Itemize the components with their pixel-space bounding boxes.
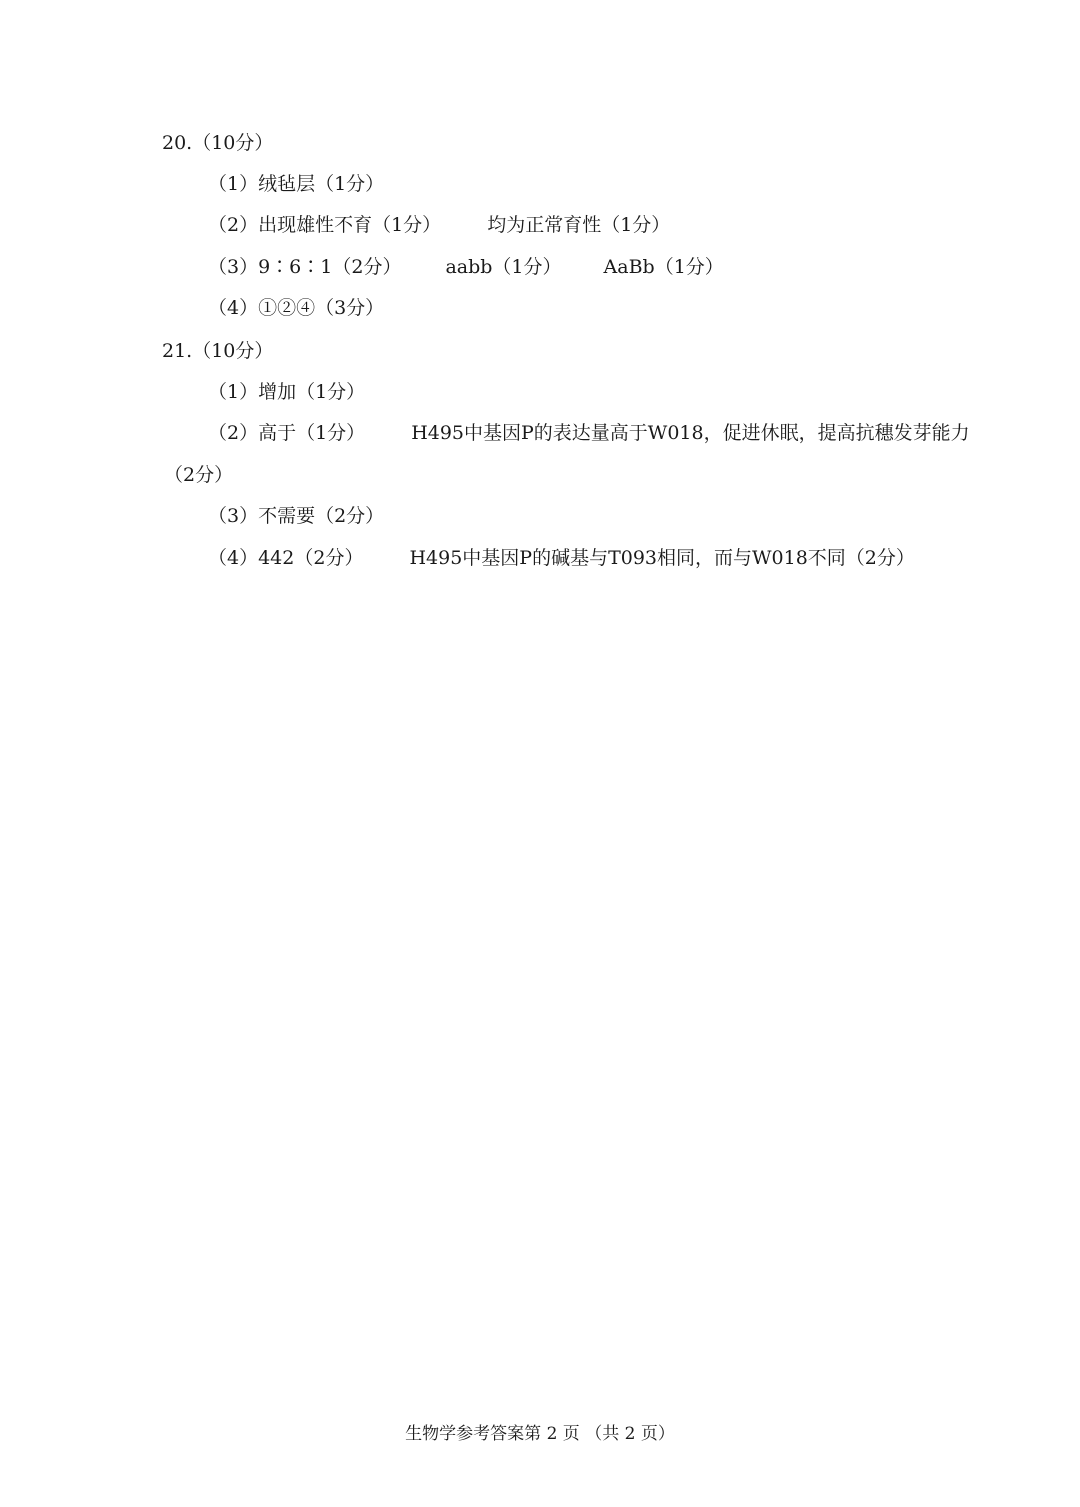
q21-answer-4-part-b: H495中基因P的碱基与T093相同，而与W018不同（2分）: [409, 547, 915, 569]
q20-answer-3-part-a: （3）9∶6∶1（2分）: [208, 256, 402, 278]
q20-answer-3-part-b: aabb（1分）: [445, 256, 562, 278]
q20-answer-3-part-c: AaBb（1分）: [603, 256, 724, 278]
page-footer: 生物学参考答案第 2 页 （共 2 页）: [405, 1424, 675, 1444]
q20-answer-2-part-b: 均为正常育性（1分）: [487, 214, 671, 236]
q21-answer-2-part-a: （2）高于（1分）: [208, 422, 366, 444]
question-21-header: 21.（10分）: [162, 340, 274, 362]
q21-answer-4-part-a: （4）442（2分）: [208, 547, 364, 569]
q20-answer-4: （4）①②④（3分）: [208, 297, 385, 319]
q21-answer-2: [208, 420, 970, 446]
question-20-header: 20.（10分）: [162, 132, 274, 154]
q21-answer-1: （1）增加（1分）: [208, 381, 366, 403]
q20-answer-3: [208, 254, 724, 280]
q21-answer-3: （3）不需要（2分）: [208, 505, 385, 527]
q20-answer-2: [208, 212, 670, 238]
q20-answer-1: （1）绒毡层（1分）: [208, 173, 385, 195]
q21-answer-2-part-b: H495中基因P的表达量高于W018，促进休眠，提高抗穗发芽能力: [411, 422, 970, 444]
q21-answer-2-continuation: （2分）: [164, 464, 234, 486]
q20-answer-2-part-a: （2）出现雄性不育（1分）: [208, 214, 442, 236]
q21-answer-4: [208, 545, 915, 571]
